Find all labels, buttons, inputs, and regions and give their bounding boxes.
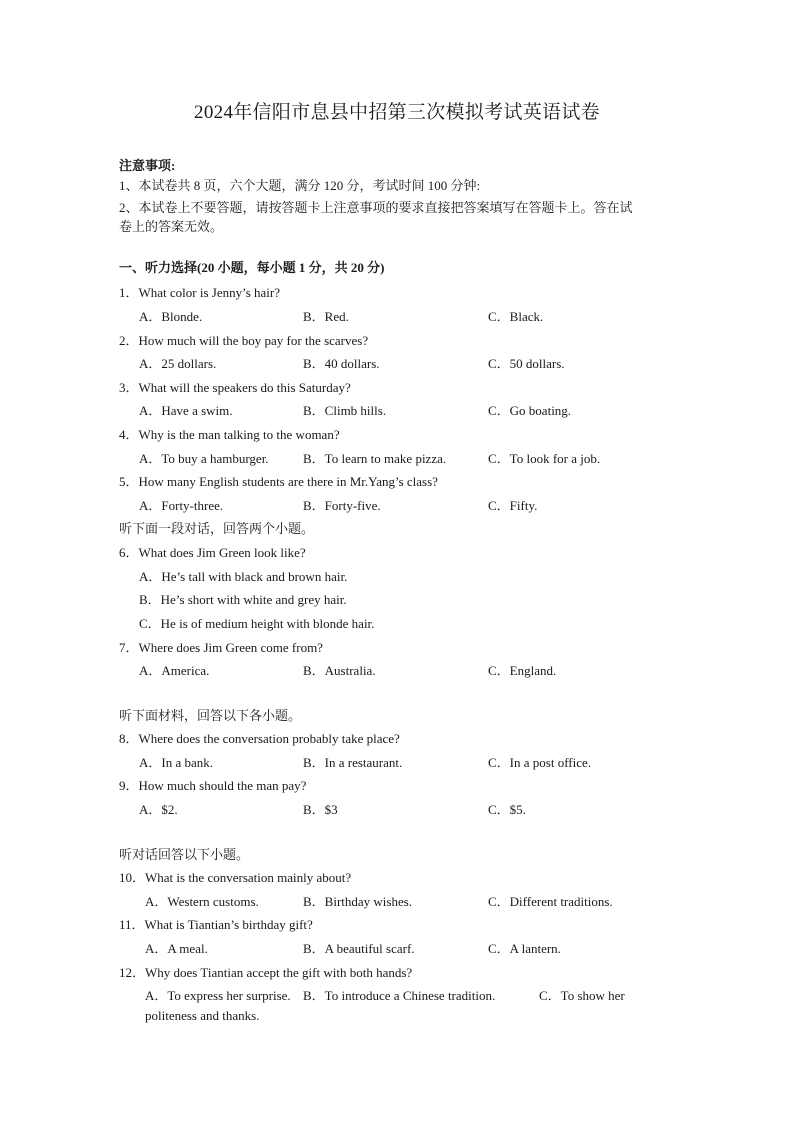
q12-option-c-cont: politeness and thanks.: [145, 1008, 260, 1023]
q6-option-c: C．He is of medium height with blonde hair.: [139, 616, 375, 631]
intro-q8-9: 听下面材料，回答以下各小题。: [119, 708, 302, 723]
q3-option-c: C．Go boating.: [488, 403, 572, 418]
q4-option-a: A．To buy a hamburger.: [139, 451, 269, 466]
q10-option-b: B．Birthday wishes.: [303, 894, 413, 909]
q3-option-a: A．Have a swim.: [139, 403, 233, 418]
q11-option-b: B．A beautiful scarf.: [303, 941, 415, 956]
q11-option-c: C．A lantern.: [488, 941, 561, 956]
q1-option-a: A．Blonde.: [139, 309, 203, 324]
q4-option-c: C．To look for a job.: [488, 451, 601, 466]
question-7: 7．Where does Jim Green come from?: [119, 640, 323, 655]
note-item-1: 1、本试卷共 8 页，六个大题，满分 120 分，考试时间 100 分钟:: [119, 178, 481, 193]
q8-option-b: B．In a restaurant.: [303, 755, 403, 770]
question-3: 3．What will the speakers do this Saturday?: [119, 380, 351, 395]
question-2: 2．How much will the boy pay for the scarves?: [119, 333, 369, 348]
question-6: 6．What does Jim Green look like?: [119, 545, 306, 560]
q9-option-c: C．$5.: [488, 802, 526, 817]
q4-option-b: B．To learn to make pizza.: [303, 451, 447, 466]
section-heading: 一、听力选择(20 小题，每小题 1 分，共 20 分): [119, 260, 385, 275]
q7-option-c: C．England.: [488, 663, 557, 678]
q12-option-b: B．To introduce a Chinese tradition.: [303, 988, 496, 1003]
intro-q6-7: 听下面一段对话，回答两个小题。: [119, 521, 315, 536]
q2-option-a: A．25 dollars.: [139, 356, 217, 371]
question-10: 10．What is the conversation mainly about?: [119, 870, 352, 885]
q5-option-c: C．Fifty.: [488, 498, 538, 513]
q5-option-b: B．Forty-five.: [303, 498, 381, 513]
q7-option-b: B．Australia.: [303, 663, 376, 678]
intro-q10-12: 听对话回答以下小题。: [119, 847, 250, 862]
q6-option-b: B．He’s short with white and grey hair.: [139, 592, 347, 607]
question-12: 12．Why does Tiantian accept the gift with both hands?: [119, 965, 413, 980]
q9-option-a: A．$2.: [139, 802, 178, 817]
note-item-2-cont: 卷上的答案无效。: [119, 219, 224, 234]
notes-heading: 注意事项:: [119, 158, 176, 173]
question-4: 4．Why is the man talking to the woman?: [119, 427, 340, 442]
q12-option-a: A．To express her surprise.: [145, 988, 291, 1003]
q1-option-c: C．Black.: [488, 309, 544, 324]
q8-option-a: A．In a bank.: [139, 755, 214, 770]
question-8: 8．Where does the conversation probably take place?: [119, 731, 400, 746]
q12-option-c: C．To show her: [539, 988, 625, 1003]
note-item-2: 2、本试卷上不要答题，请按答题卡上注意事项的要求直接把答案填写在答题卡上。答在试: [119, 200, 633, 215]
question-9: 9．How much should the man pay?: [119, 778, 307, 793]
q1-option-b: B．Red.: [303, 309, 349, 324]
q9-option-b: B．$3: [303, 802, 338, 817]
q2-option-c: C．50 dollars.: [488, 356, 565, 371]
q7-option-a: A．America.: [139, 663, 210, 678]
q10-option-c: C．Different traditions.: [488, 894, 613, 909]
exam-title: 2024年信阳市息县中招第三次模拟考试英语试卷: [194, 102, 600, 123]
q5-option-a: A．Forty-three.: [139, 498, 224, 513]
question-5: 5．How many English students are there in Mr.Yang’s class?: [119, 474, 438, 489]
q3-option-b: B．Climb hills.: [303, 403, 387, 418]
q6-option-a: A．He’s tall with black and brown hair.: [139, 569, 348, 584]
q11-option-a: A．A meal.: [145, 941, 208, 956]
q10-option-a: A．Western customs.: [145, 894, 259, 909]
q2-option-b: B．40 dollars.: [303, 356, 380, 371]
question-11: 11．What is Tiantian’s birthday gift?: [119, 917, 313, 932]
q8-option-c: C．In a post office.: [488, 755, 592, 770]
question-1: 1．What color is Jenny’s hair?: [119, 285, 281, 300]
